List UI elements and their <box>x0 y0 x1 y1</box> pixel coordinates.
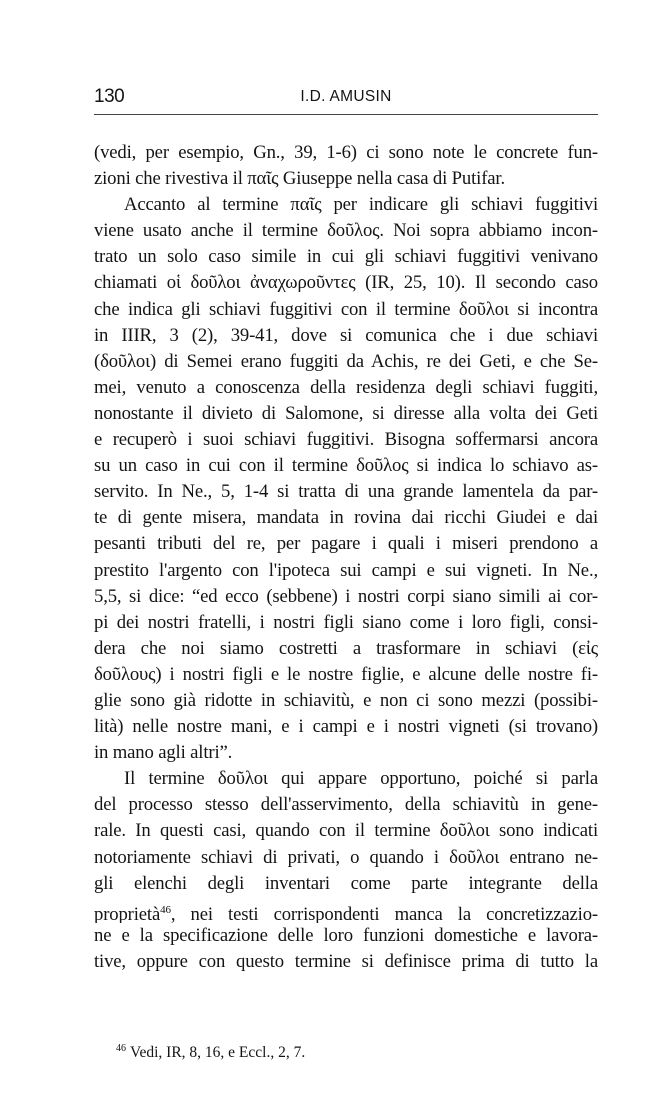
running-title: I.D. AMUSIN <box>300 88 392 105</box>
text-fragment: e la specificazione delle loro funzioni domestiche e lavora- <box>121 924 598 946</box>
text-line: glie sono già ridotte in schiavitù, e non ci sono mezzi (possibi- <box>94 689 598 711</box>
text-line: rale. In questi casi, quando con il termine δοῦλοι sono indicati <box>94 820 598 842</box>
footnote-marker: 46 <box>116 1043 126 1054</box>
text-line: dera che noi siamo costretti a trasformare in schiavi (εἰς <box>94 637 598 659</box>
text-line: trato un solo caso simile in cui gli schiavi fuggitivi venivano <box>94 246 598 268</box>
text-line: in IIIR, 3 (2), 39-41, dove si comunica che i due schiavi <box>94 324 598 346</box>
text-line: δοῦλους) i nostri figli e le nostre figlie, e alcune delle nostre fi- <box>94 663 598 685</box>
text-fragment: , nei testi corrispondenti manca la concretizzazio- <box>170 903 598 923</box>
text-line: tive, oppure con questo termine si definisce prima di tutto la <box>94 950 598 972</box>
footnote <box>116 1043 305 1062</box>
text-line: su un caso in cui con il termine δοῦλος si indica lo schiavo as- <box>94 455 598 477</box>
text-line: Accanto al termine παῖς per indicare gli schiavi fuggitivi <box>124 194 598 216</box>
text-line: (δοῦλοι) di Semei erano fuggiti da Achis, re dei Geti, e che Se- <box>94 350 598 372</box>
text-line: servito. In Ne., 5, 1-4 si tratta di una grande lamentela da par- <box>94 481 598 503</box>
page-number: 130 <box>94 86 125 107</box>
text-line: (vedi, per esempio, Gn., 39, 1-6) ci sono note le concrete fun- <box>94 142 598 163</box>
text-line: in mano agli altri”. <box>94 742 233 764</box>
text-line: pesanti tributi del re, per pagare i quali i miseri prendono a <box>94 533 598 555</box>
footnote-text: Vedi, IR, 8, 16, e Eccl., 2, 7. <box>130 1044 306 1061</box>
running-header <box>94 84 598 115</box>
text-line: notoriamente schiavi di privati, o quando i δοῦλοι entrano ne- <box>94 846 598 868</box>
text-line: gli elenchi degli inventari come parte integrante della <box>94 872 598 894</box>
text-line: mei, venuto a conoscenza della residenza degli schiavi fuggiti, <box>94 376 598 398</box>
text-fragment: proprietà <box>94 903 161 923</box>
text-line: Il termine δοῦλοι qui appare opportuno, poiché si parla <box>124 768 598 790</box>
text-line: pi dei nostri fratelli, i nostri figli siano come i loro figli, consi- <box>94 611 598 633</box>
text-line: nonostante il divieto di Salomone, si diresse alla volta dei Geti <box>94 402 598 424</box>
text-line: prestito l'argento con l'ipoteca sui campi e sui vigneti. In Ne., <box>94 559 598 581</box>
text-fragment: ne <box>94 924 112 946</box>
text-line: del processo stesso dell'asservimento, della schiavitù in gene- <box>94 794 598 816</box>
text-line: viene usato anche il termine δοῦλος. Noi sopra abbiamo incon- <box>94 220 598 242</box>
text-line: lità) nelle nostre mani, e i campi e i nostri vigneti (si trovano) <box>94 716 598 738</box>
footnote-ref: 46 <box>160 903 171 916</box>
text-line: 5,5, si dice: “ed ecco (sebbene) i nostri corpi siano simili ai cor- <box>94 585 598 607</box>
text-line <box>94 923 598 949</box>
text-line: chiamati οἱ δοῦλοι ἀναχωροῦντες (IR, 25, 10). Il secondo caso <box>94 272 598 294</box>
text-line: e recuperò i suoi schiavi fuggitivi. Bisogna soffermarsi ancora <box>94 429 598 451</box>
text-line: te di gente misera, mandata in rovina dai ricchi Giudei e dai <box>94 507 598 529</box>
text-line: che indica gli schiavi fuggitivi con il termine δοῦλοι si incontra <box>94 298 598 320</box>
text-line-with-footnote-ref <box>94 897 598 923</box>
body-text <box>94 140 598 975</box>
text-line: zioni che rivestiva il παῖς Giuseppe nella casa di Putifar. <box>94 168 505 190</box>
